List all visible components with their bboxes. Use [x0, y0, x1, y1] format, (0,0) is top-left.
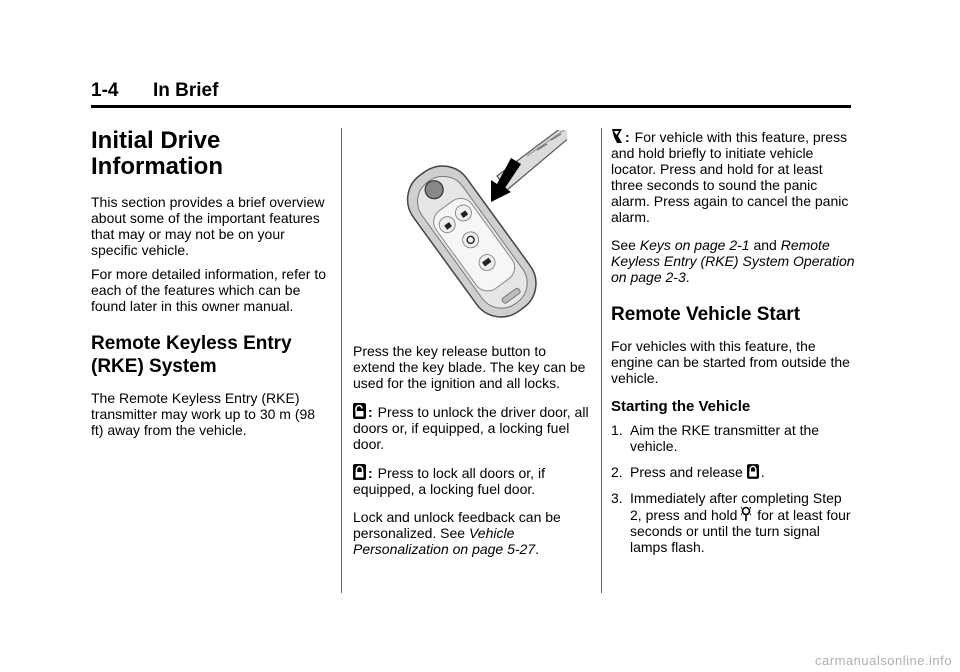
page-number: 1-4 [91, 80, 119, 101]
column-middle [353, 128, 589, 565]
remote-start-icon [741, 506, 751, 522]
header-rule [91, 105, 851, 108]
step-text-end: . [760, 464, 765, 480]
step-number: 2. [611, 464, 623, 480]
list-item [611, 490, 855, 555]
keys-link[interactable]: Keys on page 2‑1 [639, 237, 750, 253]
page-title: Initial Drive Information [91, 127, 223, 180]
remote-start-paragraph: For vehicles with this feature, the engine can be started from outside the vehicle. [611, 338, 850, 386]
panic-text: For vehicle with this feature, press and hold briefly to initiate vehicle locator. Press and hold for at least three seconds to sound the panic alarm. Press again to cancel the panic alarm. [611, 129, 849, 225]
column-divider [341, 128, 342, 593]
unlock-icon [353, 403, 366, 419]
see-end: . [685, 269, 690, 285]
panic-paragraph: : For vehicle with this feature, press and hold briefly to initiate vehicle locator. Press and hold for at least three seconds to sound the panic alarm. Press again to cancel the panic alarm. [611, 129, 849, 225]
step-text: Press and release [630, 464, 743, 480]
step-text-end: for at least four seconds or until the turn signal lamps flash. [630, 507, 851, 555]
step-number: 3. [611, 490, 623, 506]
see-prefix: See [611, 237, 636, 253]
rke-paragraph: The Remote Keyless Entry (RKE) transmitter may work up to 30 m (98 ft) away from the vehicle. [91, 390, 316, 438]
remote-start-heading: Remote Vehicle Start [611, 304, 801, 325]
more-info-paragraph: For more detailed information, refer to each of the features which can be found later in this owner manual. [91, 266, 326, 314]
step-number: 1. [611, 422, 623, 438]
key-fob-body [396, 154, 548, 329]
vehicle-personalization-link[interactable]: Vehicle Personalization on page 5‑27 [353, 525, 536, 557]
watermark: carmanualsonline.info [815, 653, 952, 668]
column-divider [601, 128, 602, 593]
see-and: and [753, 237, 777, 253]
starting-vehicle-heading: Starting the Vehicle [611, 398, 751, 415]
key-fob-illustration [377, 130, 567, 335]
key-release-paragraph: Press the key release button to extend the key blade. The key can be used for the ignition and all locks. [353, 343, 586, 391]
step-text: Immediately after completing Step 2, press and hold [630, 490, 842, 523]
lock-text: Press to lock all doors or, if equipped, a locking fuel door. [353, 465, 545, 497]
lock-paragraph: : Press to lock all doors or, if equipped, a locking fuel door. [353, 465, 545, 497]
column-left [91, 128, 331, 446]
unlock-text: Press to unlock the driver door, all doors or, if equipped, a locking fuel door. [353, 404, 589, 452]
column-right [611, 128, 855, 565]
feedback-text: Lock and unlock feedback can be personalized. See [353, 509, 561, 541]
feedback-end: . [535, 541, 540, 557]
rke-heading: Remote Keyless Entry (RKE) System [91, 333, 292, 377]
page-header [91, 80, 851, 108]
list-item [611, 422, 855, 454]
lock-icon [353, 464, 366, 480]
lock-icon [747, 464, 759, 479]
feedback-paragraph [353, 509, 589, 557]
unlock-paragraph: : Press to unlock the driver door, all doors or, if equipped, a locking fuel door. [353, 404, 589, 452]
list-item [611, 464, 855, 480]
step-text: Aim the RKE transmitter at the vehicle. [630, 422, 820, 454]
see-references [611, 237, 855, 285]
vehicle-locator-icon [611, 128, 623, 144]
rke-operation-link[interactable]: Remote Keyless Entry (RKE) System Operation on page 2‑3 [611, 237, 855, 285]
intro-paragraph: This section provides a brief overview about some of the important features that may or may not be on your specific vehicle. [91, 194, 325, 258]
section-title: In Brief [153, 80, 219, 101]
